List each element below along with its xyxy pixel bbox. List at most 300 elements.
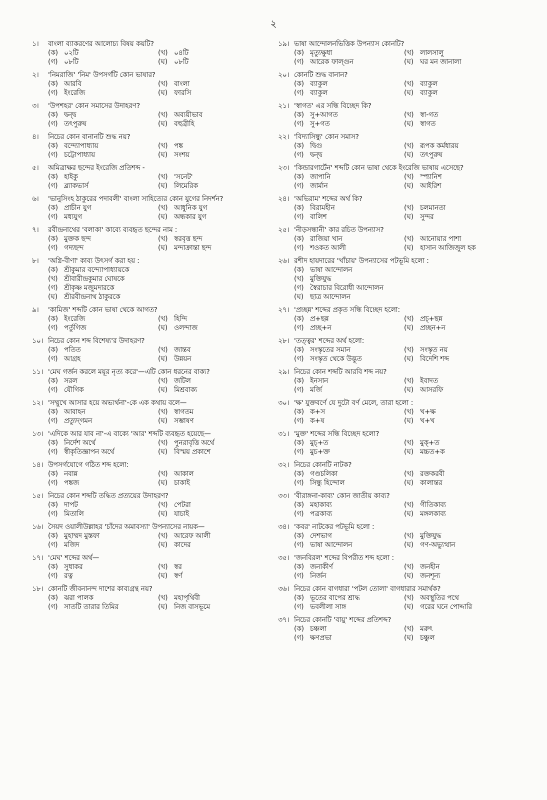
options-list [278,142,514,160]
option-label: (গ) [48,479,58,487]
option-text: কাদের [174,541,191,549]
option-label: (গ) [294,89,304,97]
option-text: ইংরেজি [64,315,85,323]
option-text: হাইকু [64,173,78,181]
option-label: (খ) [294,275,304,283]
option-text: জনহীন [420,563,440,571]
answer-option [158,470,268,479]
option-text: ০২টি [64,49,79,57]
option-label: (ঘ) [158,213,168,221]
question-item [278,368,514,395]
answer-option [158,244,268,253]
option-label: (ক) [48,111,59,119]
option-text: আকাল [174,470,194,478]
question-number: ৩০। [278,399,290,407]
answer-option [48,204,158,213]
option-label: (ক) [294,173,305,181]
option-label: (ঘ) [404,417,414,425]
options-list [32,439,268,457]
option-text: স্বরবৃত্ত ছন্দ [174,235,203,243]
options-row [294,448,514,457]
options-row [294,324,514,333]
option-text: শ্রীকুমার বন্দ্যোপাধ্যায়কে [64,266,130,274]
option-label: (ক) [48,501,59,509]
option-label: (গ) [294,448,304,456]
option-text: চঞ্চলা [310,625,327,633]
question-stem [278,523,514,532]
options-row [294,417,514,426]
option-label: (ক) [294,377,305,385]
options-row [48,244,268,253]
question-text: 'ভানুসিংহ ঠাকুরের পদাবলী' বাংলা সাহিত্যের কোন যুগের নিদর্শন? [48,195,224,203]
option-label: (ঘ) [48,293,58,301]
question-text: 'সম্মুখে আসার হয়ে অভ্যর্থনা'-কে এক কথায় বলে— [48,399,187,407]
question-stem [32,492,268,501]
option-text: গরের ঘনে পোদ্দারি [420,603,472,611]
question-text: রশীদ হায়দারের 'খাঁচায়' উপন্যাসের পটভূমি হলো : [294,257,429,265]
question-item [278,616,514,643]
options-row [48,266,268,275]
question-number: ২৫। [278,226,290,234]
option-text: প্রচ্ছন+ন [420,324,446,332]
option-label: (খ) [158,408,168,416]
option-label: (ঘ) [404,479,414,487]
option-text: মহাকাব্য [310,501,332,509]
question-item [32,195,268,222]
answer-option [404,417,514,426]
question-number: ১৬। [32,523,44,531]
options-row [48,448,268,457]
answer-option [294,173,404,182]
option-label: (গ) [294,244,304,252]
answer-option [158,439,268,448]
answer-option [404,315,514,324]
options-row [48,182,268,191]
options-row [48,315,268,324]
option-text: মুচ+ক্ত [310,448,330,456]
options-row [294,386,514,395]
question-item [32,492,268,519]
answer-option [48,182,158,191]
option-label: (ক) [48,532,59,540]
question-stem [278,257,514,266]
option-label: (গ) [294,603,304,611]
option-label: (ক) [294,142,305,150]
options-row [294,204,514,213]
option-label: (গ) [48,603,58,611]
answer-option [158,173,268,182]
option-text: বহুব্রীহি [174,120,195,128]
option-label: (গ) [48,244,58,252]
option-label: (ঘ) [404,386,414,394]
answer-option [158,235,268,244]
option-text: জনাকীর্ণ [310,563,333,571]
answer-option [158,142,268,151]
option-text: চলমানতা [420,204,446,212]
answer-option [404,324,514,333]
option-label: (ঘ) [404,58,414,66]
option-label: (গ) [48,448,58,456]
option-label: (ঘ) [158,479,168,487]
option-label: (ঘ) [158,58,168,66]
answer-option [158,408,268,417]
option-text: সুন্দর [420,213,434,221]
option-label: (ঘ) [158,355,168,363]
answer-option [294,89,404,98]
question-number: ২৬। [278,257,290,265]
options-list [278,204,514,222]
option-text: স্বীকৃতিজ্ঞাপন অর্থে [64,448,115,456]
answer-option [158,501,268,510]
options-row [294,439,514,448]
options-row [294,49,514,58]
options-row [294,355,514,364]
options-row [48,89,268,98]
option-label: (ঘ) [158,151,168,159]
question-text: 'মেঘ গর্জন করলে ময়ূর নৃত্য করে'—এটি কোন ধরনের বাক্য? [48,368,210,376]
question-stem [32,133,268,142]
option-label: (খ) [404,111,414,119]
question-item [278,164,514,191]
answer-option [294,151,404,160]
option-label: (ঘ) [158,120,168,128]
option-text: খ+ক্ষ [420,408,436,416]
option-label: (ক) [294,346,305,354]
answer-option [48,439,158,448]
answer-option [48,532,158,541]
question-number: ২৭। [278,306,290,314]
option-label: (খ) [404,501,414,509]
option-label: (গ) [294,510,304,518]
option-text: নবান্ন [64,470,78,478]
option-text: জান্তব [174,346,191,354]
options-row [48,541,268,550]
option-text: ক্ষণপ্রভা [310,634,332,642]
answer-option [48,120,158,129]
answer-option [294,510,404,519]
answer-option [294,470,404,479]
option-text: শ্রীরবীন্দ্রনাথ ঠাকুরকে [64,293,121,301]
option-text: সম্ভাষণ [174,417,194,425]
option-text: লিমেরিক [174,182,198,190]
answer-option [158,151,268,160]
options-row [48,204,268,213]
question-stem [278,195,514,204]
answer-option [294,563,404,572]
option-text: নিজ বাসভূমে [174,603,211,611]
option-text: চাকাই [174,479,190,487]
question-number: ৫। [32,164,39,172]
question-item [32,523,268,550]
option-label: (ক) [294,80,305,88]
option-text: স্বাগতম [174,408,194,416]
question-stem [32,257,268,266]
question-number: ১৫। [32,492,44,500]
question-number: ১৮। [32,585,44,593]
option-label: (ঘ) [158,448,168,456]
question-stem [278,337,514,346]
option-text: প্রচ্ছ+ন [310,324,332,332]
option-text: মুক্তিযুদ্ধ [420,532,442,540]
option-text: মিতালি [64,510,84,518]
option-label: (গ) [294,572,304,580]
answer-option [158,315,268,324]
option-label: (গ) [48,213,58,221]
question-stem [278,164,514,173]
options-row [48,563,268,572]
answer-option [294,594,404,603]
answer-option [294,355,404,364]
answer-option [294,603,404,612]
question-text: কোনটি জীবনানন্দ দাশের কাব্যগ্রন্থ নয়? [48,585,153,593]
question-number: ৬। [32,195,39,203]
question-number: ২৩। [278,164,290,172]
options-row [48,603,268,612]
option-label: (গ) [294,284,304,292]
option-text: বিদেশি শব্দ [420,355,449,363]
option-text: স্বাগত [420,120,436,128]
option-text: প্র+ছন্ন [310,315,329,323]
option-text: ভাষা আন্দোলন [310,541,353,549]
answer-option [48,386,158,395]
option-label: (গ) [294,213,304,221]
option-text: ঝরা পালক [64,594,94,602]
question-stem [32,399,268,408]
answer-option [294,448,404,457]
question-item [32,257,268,302]
question-stem [32,461,268,470]
question-item [278,461,514,488]
options-row [294,408,514,417]
option-text: মহাপৃথিবী [174,594,201,602]
answer-option [404,563,514,572]
options-row [294,510,514,519]
option-label: (ক) [294,408,305,416]
answer-option [404,80,514,89]
answer-option [48,448,158,457]
option-label: (খ) [404,142,414,150]
option-text: ক+স [310,408,325,416]
options-list [32,501,268,519]
option-text: জার্মান [310,182,328,190]
question-text: 'এদিকে আর যাব না'-এ বাক্যে 'আর' শব্দটি ব্যবহৃত হয়েছে— [48,430,211,438]
question-text: 'উপশহর' কোন সমাসের উদাহরণ? [48,102,141,110]
option-label: (খ) [404,315,414,323]
answer-option [294,417,404,426]
option-label: (গ) [294,182,304,190]
option-text: দ্বন্দ্ব [310,151,323,159]
option-text: ইনসান [310,377,329,385]
option-text: দ্বিগু [310,142,323,150]
options-row [294,89,514,98]
question-item [278,102,514,129]
option-text: মৃত্যুক্ষুধা [310,49,333,57]
answer-option [48,408,158,417]
option-label: (খ) [404,439,414,447]
options-row [294,501,514,510]
option-text: হিন্দি [174,315,187,323]
question-text: সৈয়দ ওয়ালীউল্লাহর 'চাঁদের অমাবস্যা' উপন্যাসের নায়ক— [48,523,205,531]
answer-option [48,346,158,355]
option-label: (ঘ) [404,89,414,97]
options-row [294,572,514,581]
question-number: ১২। [32,399,44,407]
option-text: ০৮টি [174,58,189,66]
question-text: অমিত্রাক্ষর ছন্দের ইংরেজি প্রতিশব্দ - [48,164,145,172]
options-row [294,293,514,302]
options-list [32,49,268,67]
answer-option [158,510,268,519]
options-list [278,266,514,302]
question-item [32,226,268,253]
answer-option [404,439,514,448]
option-text: দ্বন্দ্ব [64,111,77,119]
option-label: (ঘ) [404,572,414,580]
answer-option [158,386,268,395]
options-list [278,408,514,426]
question-stem [32,226,268,235]
question-number: ১৩। [32,430,44,438]
question-text: 'প্রচ্ছন্ন' শব্দের প্রকৃত সন্ধি বিচ্ছেদ হলো: [294,306,401,314]
option-label: (ক) [48,346,59,354]
question-stem [32,368,268,377]
option-label: (খ) [404,470,414,478]
answer-option [294,377,404,386]
question-text: 'বীরাঙ্গনা-কাব্য' কোন জাতীয় কাব্য? [294,492,390,500]
options-row [48,213,268,222]
answer-option [404,470,514,479]
option-label: (ক) [48,408,59,416]
answer-option [404,386,514,395]
options-row [294,634,514,643]
option-text: শ্রীবারীন্দ্রকুমার ঘোষকে [64,275,125,283]
option-label: (গ) [48,324,58,332]
question-number: ২১। [278,102,290,110]
question-stem [278,430,514,439]
option-text: বালিশ [310,213,327,221]
option-text: আসরফি [420,386,444,394]
question-text: রবীন্দ্রনাথের 'বলাকা' কাব্যে ব্যবহৃত ছন্দের নাম : [48,226,178,234]
options-row [48,417,268,426]
answer-option [48,355,158,364]
option-text: আইরিশ [420,182,442,190]
option-text: যৌগিক [64,386,84,394]
option-text: প্রত্যুদ্‌গমন [64,417,93,425]
option-text: মচ্চত+ক [420,448,445,456]
option-label: (ক) [294,439,305,447]
option-label: (গ) [48,151,58,159]
question-number: ১৪। [32,461,44,469]
answer-option [404,603,514,612]
options-list [278,49,514,67]
question-number: ১। [32,40,39,48]
option-label: (খ) [158,111,168,119]
option-label: (খ) [404,625,414,633]
right-question-column [278,40,514,647]
answer-option [48,80,158,89]
option-label: (গ) [294,634,304,642]
options-row [294,182,514,191]
option-label: (ক) [48,439,59,447]
option-text: সিন্ধু হিন্দোল [310,479,345,487]
answer-option [404,173,514,182]
option-label: (ক) [294,235,305,243]
answer-option [294,142,404,151]
options-list [32,377,268,395]
option-label: (ঘ) [404,182,414,190]
option-text: মিশ্রবাক্য [174,386,198,394]
question-stem [278,102,514,111]
question-item [32,306,268,333]
option-label: (খ) [48,275,58,283]
option-text: গদ্যছন্দ [64,244,84,252]
question-number: ৯। [32,306,39,314]
options-row [294,603,514,612]
options-row [294,470,514,479]
question-stem [278,368,514,377]
answer-option [158,89,268,98]
question-stem [32,102,268,111]
option-label: (ক) [48,377,59,385]
question-item [32,164,268,191]
option-label: (ঘ) [158,386,168,394]
option-label: (ক) [294,111,305,119]
answer-option [158,49,268,58]
question-text: 'অভিরাম' শব্দের অর্থ কি? [294,195,363,203]
options-row [48,479,268,488]
answer-option [48,470,158,479]
options-row [294,532,514,541]
options-row [48,510,268,519]
option-label: (খ) [158,315,168,323]
option-text: সংস্কৃতের সমান [310,346,351,354]
answer-option [294,204,404,213]
option-text: চট্টোপাধ্যায় [64,151,95,159]
option-label: (গ) [48,355,58,363]
option-text: পত্রকাব্য [310,510,333,518]
question-stem [32,71,268,80]
question-text: 'নিমরাজি' 'নিম' উপসর্গটি কোন ভাষার? [48,71,156,79]
left-question-column [32,40,268,616]
answer-option [294,324,404,333]
option-text: যাচাই [174,510,190,518]
option-label: (খ) [158,501,168,509]
option-label: (ক) [48,173,59,181]
question-text: নিচের কোনটি নাটক? [294,461,352,469]
answer-option [158,448,268,457]
option-label: (গ) [48,182,58,190]
option-text: 'সনেট' [174,173,193,181]
question-item [278,430,514,457]
question-item [32,40,268,67]
question-stem [32,164,268,173]
answer-option [294,408,404,417]
question-stem [278,492,514,501]
option-text: রক্তকরবী [420,470,445,478]
answer-option [48,89,158,98]
question-stem [278,585,514,594]
options-list [32,142,268,160]
options-row [48,532,268,541]
question-number: ২৪। [278,195,290,203]
option-label: (খ) [158,204,168,212]
option-text: চঞ্চুল [420,634,435,642]
options-row [294,111,514,120]
question-number: ২৯। [278,368,290,376]
option-text: সুধাকর [64,563,83,571]
option-label: (খ) [158,594,168,602]
answer-option [158,204,268,213]
